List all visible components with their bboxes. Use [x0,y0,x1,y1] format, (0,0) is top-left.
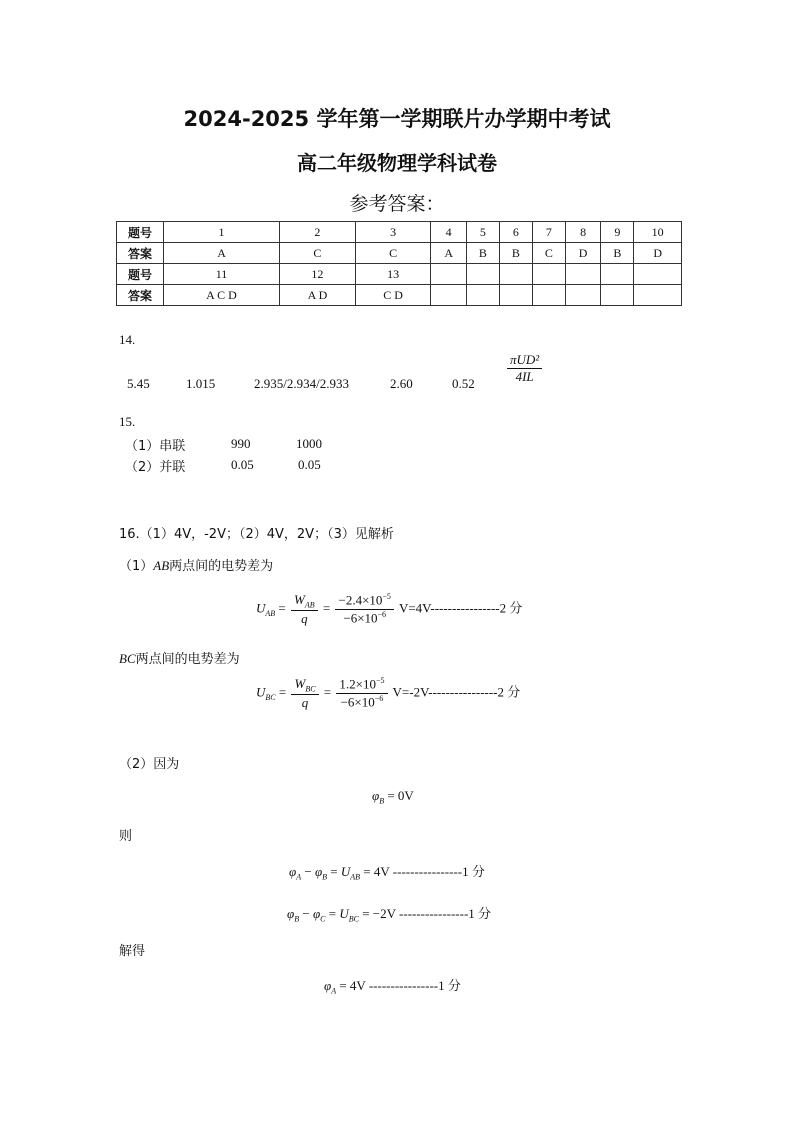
part-label: （1） [119,559,154,574]
intro-text: 两点间的电势差为 [169,559,274,574]
answer-cell: B [499,243,532,264]
variable: AB [153,558,170,573]
equation-phi-b [372,788,414,806]
answer-cell: C [532,243,565,264]
score: ----------------1 分 [399,906,492,921]
exam-subtitle: 高二年级物理学科试卷 [297,151,497,175]
q16-bc-intro [119,648,240,667]
symbol: φ [314,864,323,879]
answer-cell: D [634,243,682,264]
exam-title: 2024-2025 学年第一学期联片办学期中考试 [183,107,611,131]
question-number: 13 [355,264,431,285]
question-number: 11 [164,264,280,285]
row-header: 题号 [117,222,164,243]
symbol: φ [289,864,297,879]
subscript: AB [350,872,361,882]
question-number [565,264,600,285]
q16-part1-intro [119,555,273,574]
result: V=-2V [392,684,429,700]
symbol: φ [287,906,295,921]
equation-phi-a-minus-b: $\varphi_A - \varphi_B = U_{AB} = 4V$ ----------------1 分 [289,864,485,882]
score: ----------------1 分 [392,864,485,879]
subscript: BC [348,914,359,924]
answer-cell [634,285,682,306]
question-number: 2 [280,222,356,243]
number: −2.4×10 [338,592,383,608]
question-number [601,264,634,285]
answer-cell [466,285,499,306]
variable: BC [119,651,136,666]
answer-cell: A D [280,285,356,306]
answer-cell: C [280,243,356,264]
exponent: −5 [382,592,391,602]
answer-cell: A C D [164,285,280,306]
symbol: q [301,610,308,626]
question-number: 4 [431,222,466,243]
question-number: 6 [499,222,532,243]
q14-value: 2.935/2.934/2.933 [254,376,349,391]
exponent: −6 [374,693,384,703]
subscript: AB [304,600,315,610]
answer-cell: C [355,243,431,264]
symbol: W [294,592,305,607]
result: = 4V [336,978,366,993]
answers-title: 参考答案： [349,193,445,215]
q14-value: 0.52 [452,376,475,391]
number: −6×10 [343,610,378,626]
answer-cell: A [164,243,280,264]
answer-cell: C D [355,285,431,306]
result: V=4V [398,600,431,616]
subscript: B [294,914,300,924]
question-number [499,264,532,285]
question-number: 8 [565,222,600,243]
subscript: A [331,986,337,996]
symbol: q [301,694,309,710]
subscript: BC [305,684,316,694]
symbol: U [340,864,351,879]
number: 1.2×10 [339,676,376,692]
answer-cell: A [431,243,466,264]
q15-part1-label: （1）串联 [125,439,186,454]
subscript: C [320,914,326,924]
q15-value: 990 [231,436,251,451]
answer-cell [565,285,600,306]
q14-value: 1.015 [186,376,216,391]
q15-value: 0.05 [231,457,254,472]
formula-denominator: 4IL [515,369,534,384]
q16-part2-intro: （2）因为 [119,757,180,772]
q14-number: 14. [119,332,136,347]
then-label: 则 [119,829,133,844]
question-number: 7 [532,222,565,243]
result: = 0V [384,788,414,803]
q15-value: 0.05 [298,457,321,472]
equation-phi-a [324,975,461,996]
row-header: 答案 [117,243,164,264]
result: = 4V [360,864,390,879]
table-row [117,222,682,243]
result: = −2V [358,906,396,921]
subscript: A [296,872,302,882]
question-number: 1 [164,222,280,243]
question-number: 3 [355,222,431,243]
table-row [117,285,682,306]
subscript: B [379,796,385,806]
answer-cell: B [466,243,499,264]
symbol: φ [312,906,321,921]
subscript: BC [265,692,276,702]
question-number: 5 [466,222,499,243]
row-header: 题号 [117,264,164,285]
answer-cell: D [565,243,600,264]
equation-ubc: $U_{BC}$ = $\frac{W_{BC}}{q}$ = $\frac{1.2\times 10^{-5}}{-6\times 10^{-6}}$ V=-2V----------------2 分 [256,676,521,710]
number: −6×10 [340,694,375,710]
question-number [466,264,499,285]
symbol: U [256,684,266,700]
q16-summary: 16.（1）4V，-2V；（2）4V，2V；（3）见解析 [119,527,394,542]
table-row [117,243,682,264]
question-number: 10 [634,222,682,243]
question-number [431,264,466,285]
answer-cell [532,285,565,306]
answer-cell [431,285,466,306]
answer-table [116,221,682,306]
solve-label: 解得 [119,944,146,959]
table-row [117,264,682,285]
intro-text: 两点间的电势差为 [135,652,240,667]
equation-uab: $U_{AB}$ = $\frac{W_{AB}}{q}$ = $\frac{-2.4\times 10^{-5}}{-6\times 10^{-6}}$ V=4V----------------2 分 [256,592,523,626]
row-header: 答案 [117,285,164,306]
equation-phi-b-minus-c: $\varphi_B - \varphi_C = U_{BC} = -2V$ ----------------1 分 [287,906,492,924]
answer-cell: B [601,243,634,264]
exponent: −5 [375,676,385,686]
symbol: φ [324,978,332,993]
question-number: 12 [280,264,356,285]
symbol: W [294,676,306,691]
q15-part2-label: （2）并联 [125,460,186,475]
q15-value: 1000 [296,436,322,451]
symbol: φ [372,788,380,803]
question-number [634,264,682,285]
question-number: 9 [601,222,634,243]
q14-formula [505,352,544,385]
q14-value: 2.60 [390,376,413,391]
answer-cell [601,285,634,306]
question-number [532,264,565,285]
score: ----------------2 分 [430,600,523,616]
formula-numerator: πUD² [507,352,542,369]
symbol: U [256,600,266,616]
symbol: U [339,906,349,921]
score: ----------------1 分 [368,978,461,993]
q14-value: 5.45 [127,376,150,391]
q15-number: 15. [119,414,136,429]
subscript: AB [265,608,276,618]
exponent: −6 [377,609,387,619]
subscript: B [322,872,328,882]
answer-cell [499,285,532,306]
score: ----------------2 分 [428,684,521,700]
